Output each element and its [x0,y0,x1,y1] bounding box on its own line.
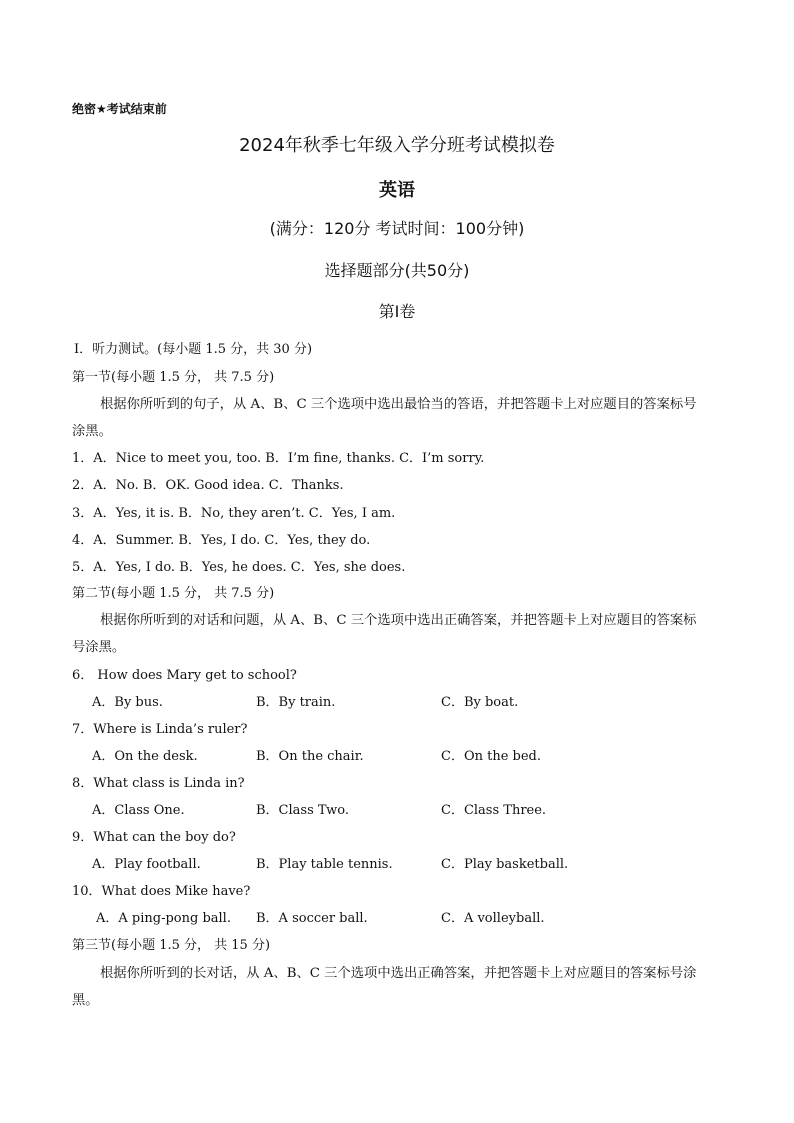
option-b: B．A soccer ball. [256,911,368,926]
option-c: C．By boat. [441,695,519,710]
question-text: 7．Where is Linda’s ruler? [72,722,248,737]
question-item: 2．A．No. B．OK. Good idea. C．Thanks. [72,478,344,493]
option-a: A．A ping-pong ball. [96,911,231,926]
question-item: 5．A．Yes, I do. B．Yes, he does. C．Yes, she does. [72,560,406,575]
volume-title: 第Ⅰ卷 [378,302,416,321]
confidential-label: 绝密★考试结束前 [72,102,167,116]
part3-instruction-cont: 黑。 [72,993,99,1008]
exam-title: 2024年秋季七年级入学分班考试模拟卷 [239,135,555,156]
question-text: 10．What does Mike have? [72,884,251,899]
question-text: 6． How does Mary get to school? [72,668,297,683]
option-b: B．Play table tennis. [256,857,393,872]
part1-instruction-cont: 涂黑。 [72,424,112,439]
option-a: A．By bus. [92,695,163,710]
option-c: C．A volleyball. [441,911,545,926]
option-c: C．On the bed. [441,749,542,764]
option-c: C．Class Three. [441,803,547,818]
option-a: A．Play football. [92,857,201,872]
subject-title: 英语 [379,180,415,201]
section-heading-listening: Ⅰ．听力测试。(每小题 1.5 分，共 30 分) [74,342,313,357]
option-b: B．Class Two. [256,803,349,818]
part1-heading: 第一节(每小题 1.5 分， 共 7.5 分) [72,370,275,385]
question-text: 9．What can the boy do? [72,830,236,845]
option-b: B．On the chair. [256,749,364,764]
question-item: 3．A．Yes, it is. B．No, they aren’t. C．Yes, I am. [72,506,396,521]
option-a: A．Class One. [92,803,185,818]
part-title: 选择题部分(共50分) [324,261,470,280]
score-time-info: (满分：120分 考试时间：100分钟) [269,219,525,238]
part1-instruction: 根据你所听到的句子，从 A、B、C 三个选项中选出最恰当的答语，并把答题卡上对应题目的答案标号 [100,397,697,412]
part2-instruction-cont: 号涂黑。 [72,640,126,655]
question-item: 4．A．Summer. B．Yes, I do. C．Yes, they do. [72,533,371,548]
part3-heading: 第三节(每小题 1.5 分， 共 15 分) [72,938,271,953]
part3-instruction: 根据你所听到的长对话，从 A、B、C 三个选项中选出正确答案，并把答题卡上对应题目的答案标号涂 [100,966,697,981]
option-c: C．Play basketball. [441,857,569,872]
question-item: 1．A．Nice to meet you, too. B．I’m fine, thanks. C．I’m sorry. [72,451,485,466]
part2-heading: 第二节(每小题 1.5 分， 共 7.5 分) [72,586,275,601]
option-a: A．On the desk. [92,749,198,764]
option-b: B．By train. [256,695,336,710]
question-text: 8．What class is Linda in? [72,776,245,791]
part2-instruction: 根据你所听到的对话和问题，从 A、B、C 三个选项中选出正确答案，并把答题卡上对应题目的答案标 [100,613,697,628]
